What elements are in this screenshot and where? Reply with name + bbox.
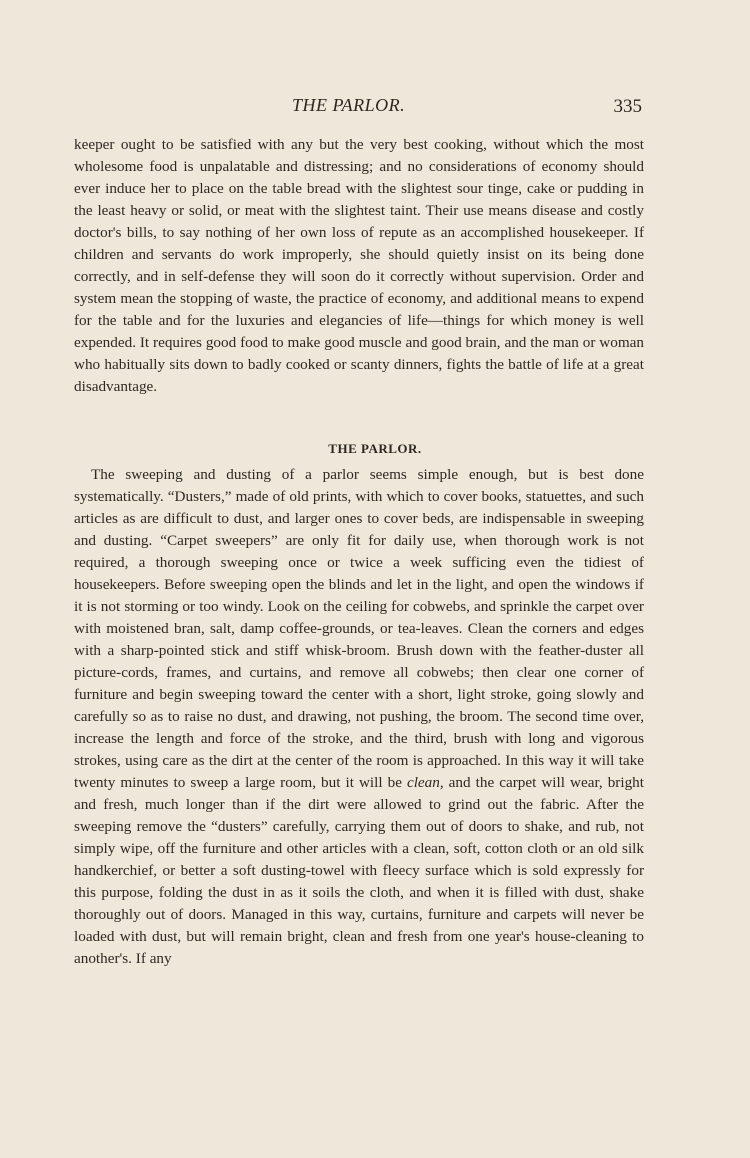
section-heading: THE PARLOR. <box>328 441 422 456</box>
paragraph-continued: keeper ought to be satisfied with any but the very best cooking, without which the most wholesome food is unpalatable and distressing; and no considerations of economy should ever induce her to place on the table bread with the slightest sour tinge, cake or pudding in the least heavy or solid, or meat with the slightest taint. Their use means disease and costly doctor's bills, to say nothing of her own loss of repute as an accomplished housekeeper. If children and servants do work improperly, she should quietly insist on its being done correctly, and in self-defense they will soon do it correctly without supervision. Order and system mean the stopping of waste, the practice of economy, and additional means to expend for the table and for the luxuries and elegancies of life—things for which money is well expended. It requires good food to make good muscle and good brain, and the man or woman who habitually sits down to badly cooked or scanty dinners, fights the battle of life at a great disadvantage. <box>74 136 644 395</box>
emphasized-word: clean, <box>406 774 444 791</box>
running-title: THE PARLOR. <box>292 95 406 115</box>
page-header <box>0 95 750 125</box>
paragraph-parlor <box>74 464 644 970</box>
page-number: 335 <box>613 96 642 117</box>
paragraph-text-part-2: and the carpet will wear, bright and fresh, much longer than if the dirt were allowed to grind out the fabric. After the sweeping remove the “dusters” carefully, carrying them out of doors to shake, and rub, not simply wipe, off the furniture and other articles with a clean, soft, cotton cloth or an old silk handkerchief, or better a soft dusting-towel with fleecy surface which is sold expressly for this purpose, folding the dust in as it soils the cloth, and when it is filled with dust, shake thoroughly out of doors. Managed in this way, curtains, furniture and carpets will never be loaded with dust, but will remain bright, clean and fresh from one year's house-cleaning to another's. If any <box>74 774 644 967</box>
paragraph-text-part-1: The sweeping and dusting of a parlor seems simple enough, but is best done systematically. “Dusters,” made of old prints, with which to cover books, statuettes, and such articles as are difficult to dust, and larger ones to cover beds, are indispensable in sweeping and dusting. “Carpet sweepers” are only fit for daily use, when thorough work is not required, a thorough sweeping once or twice a week sufficing even the tidiest of housekeepers. Before sweeping open the blinds and let in the light, and open the windows if it is not storming or too windy. Look on the ceiling for cobwebs, and sprinkle the carpet over with moistened bran, salt, damp coffee-grounds, or tea-leaves. Clean the corners and edges with a sharp-pointed stick and stiff whisk-broom. Brush down with the feather-duster all picture-cords, frames, and curtains, and remove all cobwebs; then clear one corner of furniture and begin sweeping toward the center with a short, light stroke, going slowly and carefully so as to raise no dust, and drawing, not pushing, the broom. The second time over, increase the length and force of the stroke, and the third, brush with long and vigorous strokes, using care as the dirt at the center of the room is approached. In this way it will take twenty minutes to sweep a large room, but it will be <box>74 466 644 791</box>
